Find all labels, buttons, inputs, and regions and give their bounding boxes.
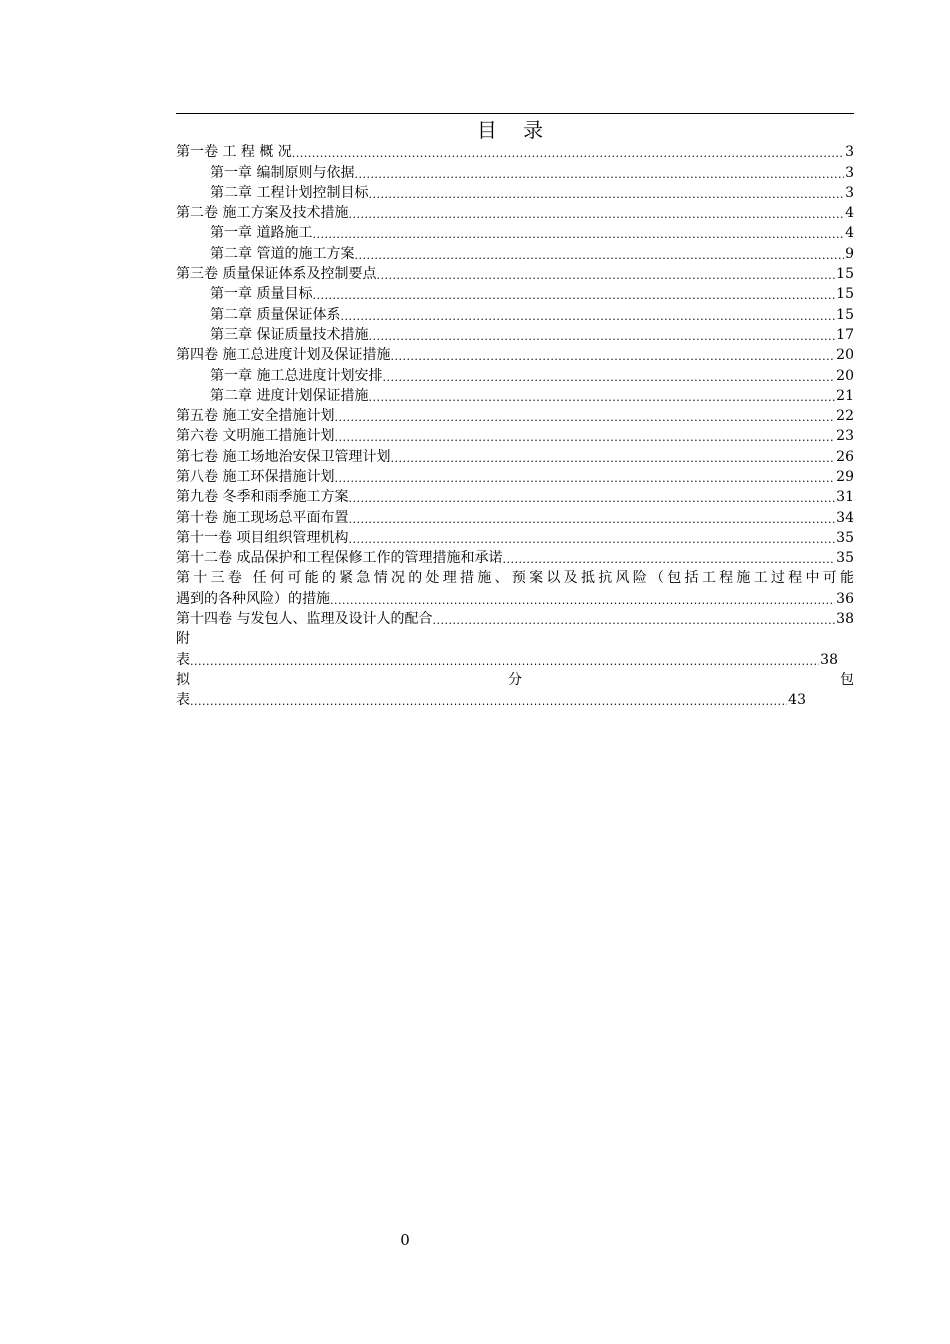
toc-entry-label: 第十一卷 项目组织管理机构 bbox=[176, 529, 349, 546]
leader-dots bbox=[390, 349, 835, 365]
toc-entry[interactable] bbox=[176, 507, 854, 527]
leader-dots bbox=[348, 207, 844, 223]
toc-entry-label: 第一章 编制原则与依据 bbox=[210, 164, 355, 181]
toc-entry-label: 第二章 工程计划控制目标 bbox=[210, 184, 369, 201]
toc-entry-page: 15 bbox=[836, 306, 854, 323]
leader-dots bbox=[368, 329, 835, 345]
toc-entry-14-label: 第十四卷 与发包人、监理及设计人的配合 bbox=[176, 611, 433, 628]
toc-entry-page: 35 bbox=[836, 529, 854, 546]
toc-entry-page: 26 bbox=[836, 448, 854, 465]
appendix-2-word3: 包 bbox=[840, 671, 854, 688]
leader-dots bbox=[334, 410, 835, 426]
toc-entry-page: 17 bbox=[836, 326, 854, 343]
toc-entry-13-page: 36 bbox=[836, 590, 854, 607]
toc-entry[interactable] bbox=[176, 426, 854, 446]
toc-entry[interactable] bbox=[176, 325, 854, 345]
toc-entry-page: 3 bbox=[845, 184, 854, 201]
toc-entry[interactable] bbox=[176, 345, 854, 365]
toc-entry-label: 第二章 进度计划保证措施 bbox=[210, 387, 369, 404]
leader-dots bbox=[334, 471, 835, 487]
toc-title: 目 录 bbox=[476, 118, 554, 142]
toc-entry-page: 31 bbox=[836, 489, 854, 506]
toc-entry-13-line2: 遇到的各种风险）的措施 bbox=[176, 590, 330, 607]
toc-entry[interactable] bbox=[176, 243, 854, 263]
appendix-1-line2: 表 bbox=[176, 651, 190, 668]
toc-entry[interactable] bbox=[176, 142, 854, 162]
toc-entry-label: 第一卷 工 程 概 况 bbox=[176, 144, 292, 161]
toc-entry-label: 第十卷 施工现场总平面布置 bbox=[176, 509, 349, 526]
toc-entry[interactable] bbox=[176, 528, 854, 548]
toc-entry[interactable] bbox=[176, 548, 854, 568]
toc-entry-label: 第一章 质量目标 bbox=[210, 286, 313, 303]
leader-dots bbox=[354, 167, 844, 183]
toc-entry-page: 4 bbox=[845, 225, 854, 242]
toc-entry[interactable] bbox=[176, 284, 854, 304]
toc-entry[interactable] bbox=[176, 446, 854, 466]
toc-entry-label: 第六卷 文明施工措施计划 bbox=[176, 428, 335, 445]
toc-entry-label: 第二章 质量保证体系 bbox=[210, 306, 341, 323]
toc-entry-label: 第三章 保证质量技术措施 bbox=[210, 326, 369, 343]
toc-entry-appendix-1[interactable] bbox=[176, 629, 854, 670]
page-number: 0 bbox=[400, 1231, 410, 1249]
leader-dots bbox=[390, 451, 835, 467]
toc-entry-page: 9 bbox=[845, 245, 854, 262]
appendix-2-page: 43 bbox=[788, 692, 806, 709]
toc-entry-page: 35 bbox=[836, 550, 854, 567]
appendix-2-line2: 表 bbox=[176, 692, 190, 709]
toc-entry-label: 第九卷 冬季和雨季施工方案 bbox=[176, 489, 349, 506]
toc-entry[interactable] bbox=[176, 223, 854, 243]
toc-entry-label: 第二卷 施工方案及技术措施 bbox=[176, 205, 349, 222]
appendix-1-page: 38 bbox=[820, 651, 838, 668]
leader-dots bbox=[354, 248, 844, 264]
toc-entry-page: 34 bbox=[836, 509, 854, 526]
toc-entry[interactable] bbox=[176, 487, 854, 507]
toc-entry-page: 15 bbox=[836, 286, 854, 303]
appendix-1-line1: 附 bbox=[176, 631, 190, 648]
toc-entry[interactable] bbox=[176, 203, 854, 223]
toc-entry-page: 3 bbox=[845, 144, 854, 161]
toc-entry-label: 第一章 道路施工 bbox=[210, 225, 313, 242]
toc-entry-appendix-2[interactable] bbox=[176, 670, 854, 711]
leader-dots bbox=[190, 694, 787, 710]
toc-entry-page: 4 bbox=[845, 205, 854, 222]
toc-entry-label: 第五卷 施工安全措施计划 bbox=[176, 408, 335, 425]
toc-entry[interactable] bbox=[176, 162, 854, 182]
leader-dots bbox=[348, 532, 835, 548]
header-rule bbox=[176, 113, 854, 114]
leader-dots bbox=[382, 370, 835, 386]
toc-entry[interactable] bbox=[176, 304, 854, 324]
leader-dots bbox=[432, 613, 835, 629]
toc-entry[interactable] bbox=[176, 406, 854, 426]
toc-entry-label: 第十二卷 成品保护和工程保修工作的管理措施和承诺 bbox=[176, 550, 503, 567]
leader-dots bbox=[368, 187, 844, 203]
leader-dots bbox=[312, 288, 835, 304]
leader-dots bbox=[190, 654, 819, 670]
toc-entry[interactable] bbox=[176, 386, 854, 406]
toc-entry-page: 23 bbox=[836, 428, 854, 445]
toc-entry[interactable] bbox=[176, 467, 854, 487]
leader-dots bbox=[368, 390, 835, 406]
toc-entry-14-page: 38 bbox=[836, 611, 854, 628]
leader-dots bbox=[376, 268, 835, 284]
toc-entry-page: 21 bbox=[836, 387, 854, 404]
leader-dots bbox=[330, 593, 835, 609]
toc-entry[interactable] bbox=[176, 365, 854, 385]
toc-entry-label: 第八卷 施工环保措施计划 bbox=[176, 469, 335, 486]
toc-entry[interactable] bbox=[176, 183, 854, 203]
appendix-2-word2: 分 bbox=[508, 671, 522, 688]
leader-dots bbox=[340, 309, 835, 325]
leader-dots bbox=[312, 227, 844, 243]
toc-entry[interactable] bbox=[176, 264, 854, 284]
toc-entry-14[interactable] bbox=[176, 609, 854, 629]
leader-dots bbox=[334, 430, 835, 446]
toc-entry-page: 3 bbox=[845, 164, 854, 181]
toc-entry-page: 29 bbox=[836, 469, 854, 486]
appendix-2-word1: 拟 bbox=[176, 671, 190, 688]
toc-entry-13[interactable] bbox=[176, 568, 854, 609]
toc-entries bbox=[176, 142, 854, 568]
leader-dots bbox=[292, 146, 844, 162]
toc-entry-page: 20 bbox=[836, 367, 854, 384]
toc-entry-label: 第七卷 施工场地治安保卫管理计划 bbox=[176, 448, 391, 465]
leader-dots bbox=[502, 552, 835, 568]
toc-entry-page: 15 bbox=[836, 266, 854, 283]
table-of-contents bbox=[176, 142, 854, 710]
toc-entry-label: 第四卷 施工总进度计划及保证措施 bbox=[176, 347, 391, 364]
toc-entry-label: 第二章 管道的施工方案 bbox=[210, 245, 355, 262]
toc-entry-page: 20 bbox=[836, 347, 854, 364]
toc-entry-13-line1: 第十三卷 任何可能的紧急情况的处理措施、预案以及抵抗风险（包括工程施工过程中可能 bbox=[176, 570, 854, 587]
toc-entry-label: 第一章 施工总进度计划安排 bbox=[210, 367, 383, 384]
toc-entry-label: 第三卷 质量保证体系及控制要点 bbox=[176, 266, 377, 283]
leader-dots bbox=[348, 512, 835, 528]
leader-dots bbox=[348, 491, 835, 507]
toc-entry-page: 22 bbox=[836, 408, 854, 425]
